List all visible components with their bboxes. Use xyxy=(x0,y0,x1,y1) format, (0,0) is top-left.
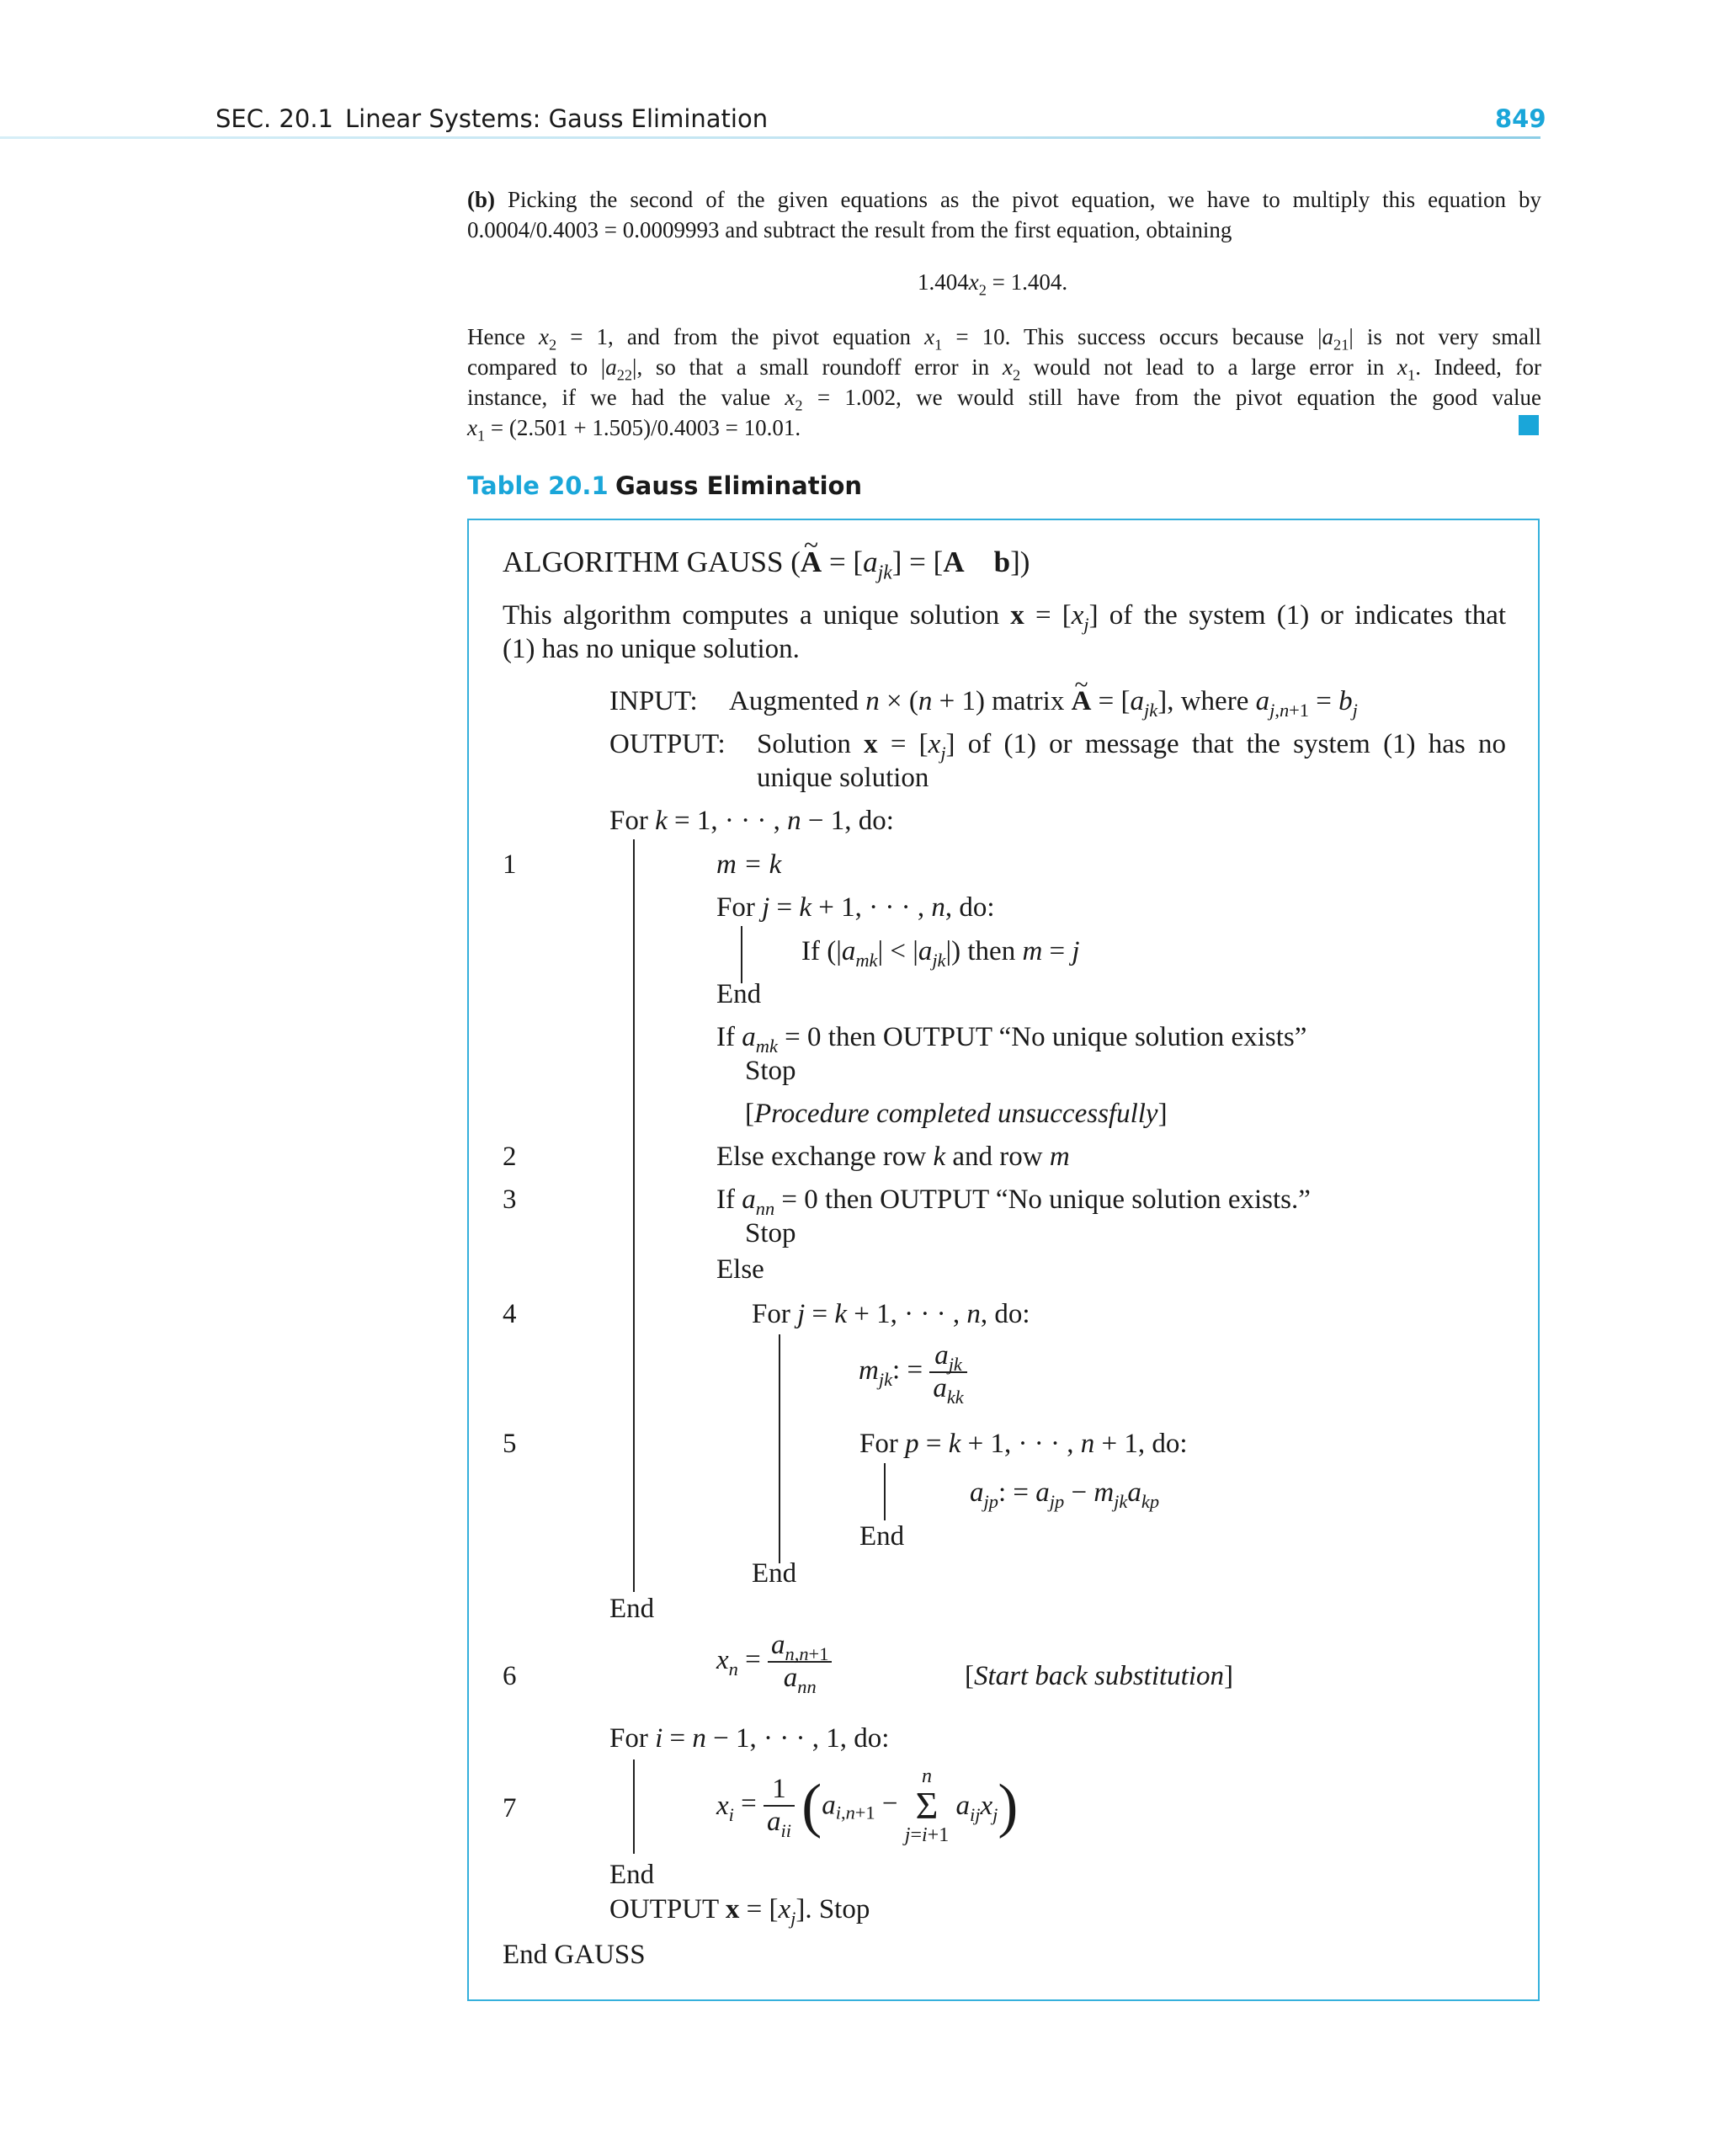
back-sub-note: [Start back substitution] xyxy=(965,1661,1233,1691)
output-label: OUTPUT: xyxy=(609,729,726,759)
output-text-line2: unique solution xyxy=(757,763,929,793)
end-for-i: End xyxy=(609,1860,655,1890)
for-k-loop: For k = 1, · · · , n − 1, do: xyxy=(609,806,894,836)
xi-fraction: $\frac{1}{a_{ii}}$ xyxy=(764,1774,795,1838)
row-update-formula: $a_{jp}$: = $a_{jp} - m_{jk}a_{kp}$ xyxy=(970,1477,1160,1512)
header-rule xyxy=(0,136,1540,139)
input-label: INPUT: xyxy=(609,686,698,716)
step-number-6: 6 xyxy=(503,1661,517,1691)
exchange-rows: Else exchange row k and row m xyxy=(716,1142,1070,1172)
for-i-loop: For i = n − 1, · · · , 1, do: xyxy=(609,1723,890,1754)
input-text: Augmented n × (n + 1) matrix ~ $A = [a_{jk}]$, where $a_{j,n+1} = b_j$ xyxy=(729,686,1358,717)
m-equals-k: m = k xyxy=(716,849,782,880)
xn-formula: $x_n$ = $\frac{a_{n,n+1}}{a_{nn}}$ xyxy=(716,1630,832,1694)
algorithm-description-line1: This algorithm computes a unique solution $x = [x_j]$ of the system (1) or indicates that xyxy=(503,600,1507,635)
for-p-loop: For p = k + 1, · · · , n + 1, do: xyxy=(859,1429,1188,1459)
inner-loop-bar-2 xyxy=(779,1334,780,1563)
step-number-7: 7 xyxy=(503,1793,517,1823)
table-label: Table 20.1 xyxy=(467,471,609,500)
end-for-k: End xyxy=(609,1594,655,1624)
pivot-compare: If $(|a_{mk}| < |a_{jk}|)$ then m = j xyxy=(801,936,1080,971)
end-for-j-2: End xyxy=(752,1558,797,1589)
end-of-proof-square xyxy=(1519,415,1539,435)
end-for-j-1: End xyxy=(716,979,762,1009)
part-label: (b) xyxy=(467,187,495,212)
example-paragraph-1: (b) Picking the second of the given equations as the pivot equation, we have to multiply this equation by 0.0004/0.4003 = 0.0009993 and subtract the result from the first equation, obtaining xyxy=(467,187,1541,242)
multiplier-fraction: $\frac{a_{jk}}{a_{kk}}$ xyxy=(929,1340,966,1404)
inner-loop-bar-3 xyxy=(884,1463,886,1520)
back-sub-loop-bar xyxy=(633,1759,635,1854)
inner-loop-bar-1 xyxy=(741,926,742,983)
output-text-line1: Solution $x = [x_j]$ of (1) or message that the system (1) has no xyxy=(757,729,1506,764)
step-number-1: 1 xyxy=(503,849,517,880)
example-paragraph-2: Hence $x_2 = 1$, and from the pivot equation $x_1 = 10$. This success occurs because $|a_{21}|$ is not very small compared to $|a_{22}|$, so that a small roundoff error in $x_2$ would not lead to a large error in $x_1$. Indeed, for instance, if we had the value $x_2 = 1.002$, we would still have from the pivot equation the good value $x_1 = (2.501 + 1.505)/0.4003 = 10.01$. xyxy=(467,324,1542,445)
for-j-loop-1: For j = k + 1, · · · , n, do: xyxy=(716,892,995,923)
xi-formula: $x_i$ = $\frac{1}{a_{ii}}$ ($a_{i,n+1}$ − n Σ j=i+1 $a_{ij}x_j$) xyxy=(716,1765,1019,1846)
if-amk-zero: If $a_{mk} = 0$ then OUTPUT “No unique solution exists” xyxy=(716,1022,1307,1057)
else-branch: Else xyxy=(716,1254,764,1285)
algorithm-title: ALGORITHM GAUSS (~ $A = [a_{jk}] = [A$ b]) xyxy=(503,546,1030,579)
end-gauss: End GAUSS xyxy=(503,1940,646,1970)
if-ann-zero: If $a_{nn} = 0$ then OUTPUT “No unique solution exists.” xyxy=(716,1184,1311,1219)
xn-fraction: $\frac{a_{n,n+1}}{a_{nn}}$ xyxy=(768,1630,832,1694)
procedure-note: [Procedure completed unsuccessfully] xyxy=(745,1099,1168,1129)
step-number-3: 3 xyxy=(503,1184,517,1215)
stop-2: Stop xyxy=(745,1218,796,1248)
page-number: 849 xyxy=(1495,104,1546,133)
table-caption: Gauss Elimination xyxy=(615,471,863,500)
summation: n Σ j=i+1 xyxy=(904,1765,950,1846)
multiplier-formula: $m_{jk}$: = $\frac{a_{jk}}{a_{kk}}$ xyxy=(859,1340,967,1404)
step-number-5: 5 xyxy=(503,1429,517,1459)
end-for-p: End xyxy=(859,1521,905,1552)
step-number-4: 4 xyxy=(503,1299,517,1329)
running-title: Linear Systems: Gauss Elimination xyxy=(345,104,769,133)
equation-1404: $1.404x_2 = 1.404$. xyxy=(918,269,1068,299)
section-label: SEC. 20.1 xyxy=(216,104,333,133)
stop-1: Stop xyxy=(745,1056,796,1086)
algorithm-description-line2: (1) has no unique solution. xyxy=(503,634,800,664)
step-number-2: 2 xyxy=(503,1142,517,1172)
for-j-loop-2: For j = k + 1, · · · , n, do: xyxy=(752,1299,1030,1329)
final-output: OUTPUT $x = [x_j]$. Stop xyxy=(609,1894,870,1929)
outer-loop-bar xyxy=(633,839,635,1592)
